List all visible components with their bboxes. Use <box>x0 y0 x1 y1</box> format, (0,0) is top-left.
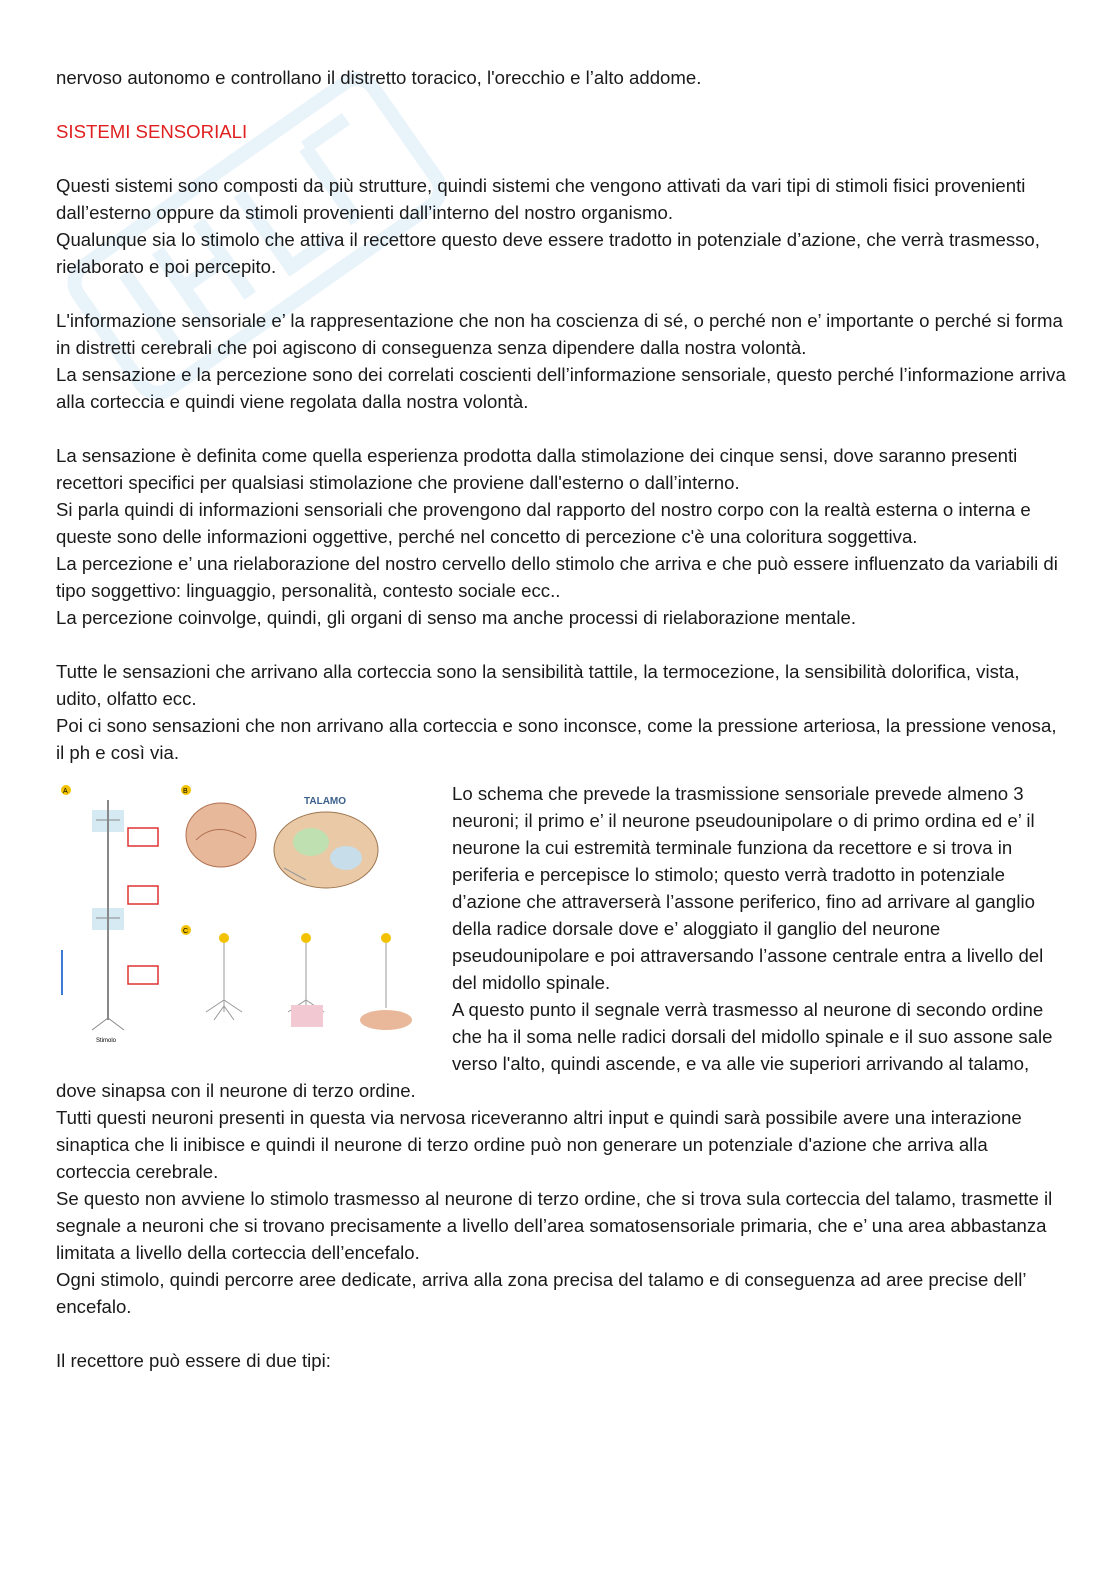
paragraph: La percezione e’ una rielaborazione del nostro cervello dello stimolo che arriva e che può essere influenzato da variabili di tipo soggettivo: linguaggio, personalità, contesto sociale ecc.. <box>56 553 1058 601</box>
sensory-pathway-figure <box>56 780 436 1048</box>
paragraph: Qualunque sia lo stimolo che attiva il recettore questo deve essere tradotto in potenziale d’azione, che verrà trasmesso, rielaborato e poi percepito. <box>56 229 1040 277</box>
paragraph: A questo punto il segnale verrà trasmesso al neurone di secondo ordine che ha il soma nelle radici dorsali del midollo spinale e il suo assone sale verso l'alto, quindi ascende, e va alle vie superiori arrivando al talamo, dove sinapsa con il neurone di terzo ordine. <box>56 999 1053 1101</box>
paragraph: Tutti questi neuroni presenti in questa via nervosa riceveranno altri input e quindi sarà possibile avere una interazione sinaptica che li inibisce e quindi il neurone di terzo ordine può non generare un potenziale d'azione che arriva alla corteccia cerebrale. <box>56 1107 1022 1182</box>
paragraph: Se questo non avviene lo stimolo trasmesso al neurone di terzo ordine, che si trova sula corteccia del talamo, trasmette il segnale a neuroni che si trovano precisamente a livello dell’area somatosensoriale primaria, che e’ una area abbastanza limitata a livello della corteccia dell’encefalo. <box>56 1188 1053 1263</box>
paragraph: La percezione coinvolge, quindi, gli organi di senso ma anche processi di rielaborazione mentale. <box>56 607 857 628</box>
paragraph: La sensazione e la percezione sono dei correlati coscienti dell’informazione sensoriale, questo perché l’informazione arriva alla corteccia e quindi viene regolata dalla nostra volontà. <box>56 364 1066 412</box>
paragraph: Tutte le sensazioni che arrivano alla corteccia sono la sensibilità tattile, la termocezione, la sensibilità dolorifica, vista, udito, olfatto ecc. <box>56 661 1020 709</box>
stimulus-label: Stimolo <box>96 1038 117 1044</box>
document-page <box>56 64 1066 1374</box>
panel-a-label: A <box>63 788 68 795</box>
paragraph: Questi sistemi sono composti da più strutture, quindi sistemi che vengono attivati da vari tipi di stimoli fisici provenienti dall’esterno oppure da stimoli provenienti dall’interno del nostro organismo. <box>56 175 1026 223</box>
paragraph: La sensazione è definita come quella esperienza prodotta dalla stimolazione dei cinque sensi, dove saranno presenti recettori specifici per qualsiasi stimolazione che proviene dall'esterno o dall’interno. <box>56 445 1018 493</box>
intro-line: nervoso autonomo e controllano il distretto toracico, l'orecchio e l’alto addome. <box>56 67 702 88</box>
paragraph: Si parla quindi di informazioni sensoriali che provengono dal rapporto del nostro corpo con la realtà esterna o interna e queste sono delle informazioni oggettive, perché nel concetto di percezione c'è una coloritura soggettiva. <box>56 499 1031 547</box>
paragraph: Lo schema che prevede la trasmissione sensoriale prevede almeno 3 neuroni; il primo e’ il neurone pseudounipolare o di primo ordina ed e’ il neurone la cui estremità terminale funziona da recettore e si trova in periferia e percepisce lo stimolo; questo verrà tradotto in potenziale d’azione che attraverserà l’assone periferico, fino ad arrivare al ganglio della radice dorsale dove e’ aloggiato il ganglio del neurone pseudounipolare e poi attraversando l’assone centrale entra a livello del del midollo spinale. <box>452 783 1044 993</box>
paragraph: L'informazione sensoriale e’ la rappresentazione che non ha coscienza di sé, o perché non e’ importante o perché si forma in distretti cerebrali che poi agiscono di conseguenza senza dipendere dalla nostra volontà. <box>56 310 1063 358</box>
figure-illustration <box>56 780 436 1048</box>
section-heading: SISTEMI SENSORIALI <box>56 121 248 142</box>
panel-b-label: B <box>183 788 188 795</box>
paragraph: Il recettore può essere di due tipi: <box>56 1350 331 1371</box>
panel-c-label: C <box>183 928 189 935</box>
figure-title: TALAMO <box>304 796 347 807</box>
paragraph: Ogni stimolo, quindi percorre aree dedicate, arriva alla zona precisa del talamo e di conseguenza ad aree precise dell’ encefalo. <box>56 1269 1026 1317</box>
paragraph: Poi ci sono sensazioni che non arrivano alla corteccia e sono inconsce, come la pressione arteriosa, la pressione venosa, il ph e così via. <box>56 715 1057 763</box>
